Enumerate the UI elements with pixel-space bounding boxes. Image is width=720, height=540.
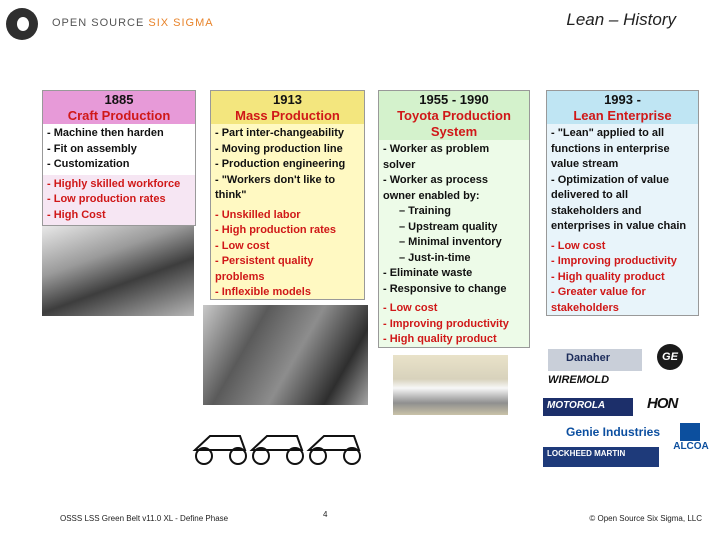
toyota-features: - Worker as problem solver - Worker as process owner enabled by: – Training – Upstream quality – Minimal inventory – Just-in-time - Eliminate waste - Responsive to change	[383, 143, 507, 295]
hon-logo: HON	[647, 395, 678, 412]
brand-logo-icon	[6, 8, 38, 40]
wiremold-logo: WIREMOLD	[548, 374, 668, 388]
toyota-production-header: 1955 - 1990 Toyota Production System	[379, 91, 529, 140]
lockheed-martin-logo: LOCKHEED MARTIN	[543, 447, 659, 467]
genie-industries-logo: Genie Industries	[566, 425, 661, 439]
craft-production-header: 1885 Craft Production	[43, 91, 195, 124]
page-title: Lean – History	[566, 10, 676, 29]
lean-enterprise-panel	[546, 90, 699, 316]
lean-outcomes: - Low cost - Improving productivity - High quality product - Greater value for stakeholders	[551, 239, 677, 314]
lean-enterprise-header: 1993 - Lean Enterprise	[547, 91, 698, 124]
alcoa-logo: ALCOA	[670, 423, 712, 455]
brand-name: OPEN SOURCE SIX SIGMA	[52, 17, 214, 29]
motorola-logo: MOTOROLA	[543, 398, 633, 416]
vintage-car-photo	[42, 226, 194, 316]
craft-features: - Machine then harden - Fit on assembly - Customization	[43, 124, 195, 175]
mass-outcomes: - Unskilled labor - High production rates - Low cost - Persistent quality problems - Inflexible models	[215, 208, 336, 298]
toyota-production-panel	[378, 90, 530, 348]
footer-copyright: © Open Source Six Sigma, LLC	[589, 514, 702, 523]
toyota-outcomes: - Low cost - Improving productivity - High quality product	[383, 302, 509, 345]
assembly-line-photo	[203, 305, 368, 405]
lean-features: - "Lean" applied to all functions in enterprise value stream - Optimization of value delivered to all stakeholders and enterprises in value chain	[551, 127, 687, 232]
page-number: 4	[323, 510, 328, 519]
ge-logo: GE	[657, 344, 683, 370]
danaher-logo: Danaher	[548, 349, 642, 371]
mass-production-panel	[210, 90, 365, 300]
craft-outcomes: - Highly skilled workforce - Low production rates - High Cost	[43, 175, 195, 226]
model-t-cars-illustration	[190, 418, 380, 468]
mass-features: - Part inter-changeability - Moving production line - Production engineering - "Workers don't like to think"	[215, 127, 346, 201]
footer-course: OSSS LSS Green Belt v11.0 XL - Define Phase	[60, 514, 229, 523]
craft-production-panel	[42, 90, 196, 226]
mass-production-header: 1913 Mass Production	[211, 91, 364, 124]
toyota-car-photo	[393, 355, 508, 415]
